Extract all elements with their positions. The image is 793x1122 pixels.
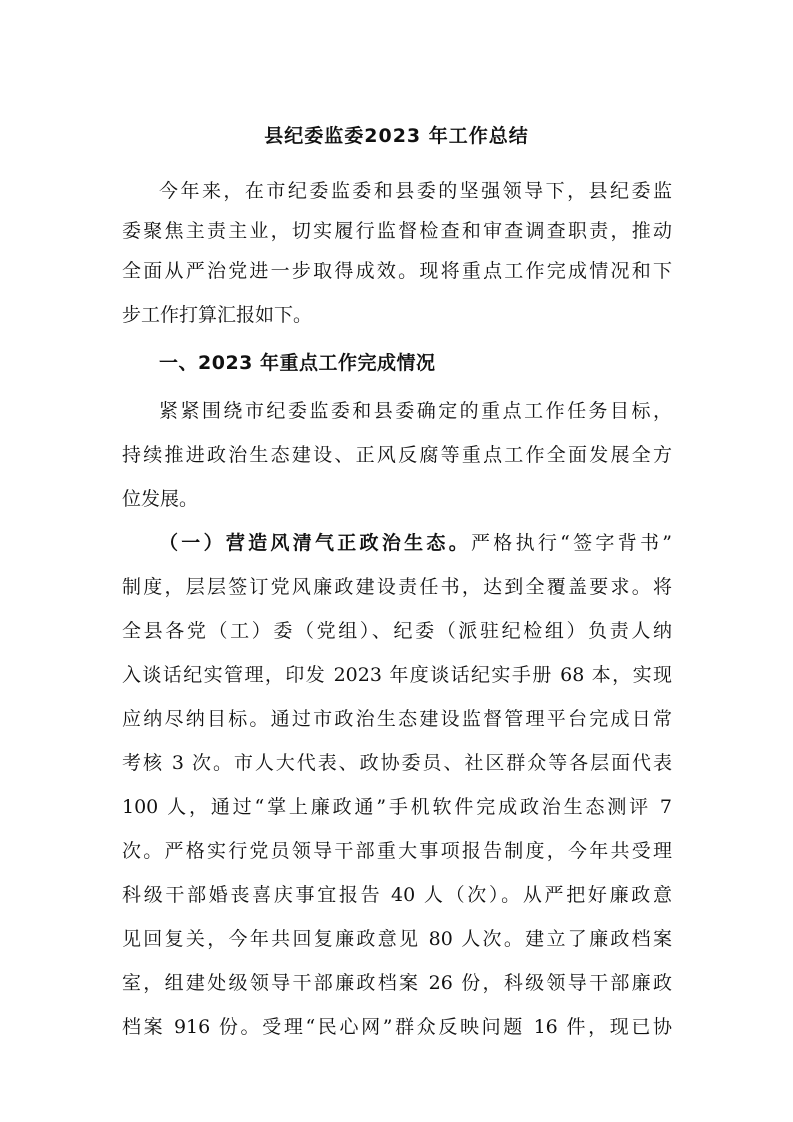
paragraph-line: 委聚焦主责主业，切实履行监督检查和审查调查职责，推动 xyxy=(122,220,672,242)
paragraph-line: 位发展。 xyxy=(122,488,199,510)
paragraph-line: 100 人，通过“掌上廉政通”手机软件完成政治生态测评 7 xyxy=(122,796,672,818)
section-heading: 一、2023 年重点工作完成情况 xyxy=(159,352,436,374)
paragraph-line: 考核 3 次。市人大代表、政协委员、社区群众等各层面代表 xyxy=(122,752,672,774)
paragraph-line: 步工作打算汇报如下。 xyxy=(122,304,313,326)
subsection-heading: （一）营造风清气正政治生态。 xyxy=(159,532,471,554)
paragraph-line: 入谈话纪实管理，印发 2023 年度谈话纪实手册 68 本，实现 xyxy=(122,664,672,686)
paragraph-line: 室，组建处级领导干部廉政档案 26 份，科级领导干部廉政 xyxy=(122,972,672,994)
paragraph-line: 科级干部婚丧喜庆事宜报告 40 人（次）。从严把好廉政意 xyxy=(122,884,672,906)
paragraph-line: 紧紧围绕市纪委监委和县委确定的重点工作任务目标， xyxy=(159,400,672,422)
subsection-first-line-text: 严格执行“签字背书” xyxy=(471,532,672,554)
document-title: 县纪委监委2023 年工作总结 xyxy=(264,125,529,147)
paragraph-line: 应纳尽纳目标。通过市政治生态建设监督管理平台完成日常 xyxy=(122,708,672,730)
paragraph-line: 次。严格实行党员领导干部重大事项报告制度，今年共受理 xyxy=(122,840,672,862)
paragraph-line: 制度，层层签订党风廉政建设责任书，达到全覆盖要求。将 xyxy=(122,576,672,598)
paragraph-line: 档案 916 份。受理“民心网”群众反映问题 16 件，现已协 xyxy=(122,1016,672,1038)
paragraph-line: 全面从严治党进一步取得成效。现将重点工作完成情况和下 xyxy=(122,260,672,282)
paragraph-line: 今年来，在市纪委监委和县委的坚强领导下，县纪委监 xyxy=(159,180,672,202)
paragraph-line: 全县各党（工）委（党组）、纪委（派驻纪检组）负责人纳 xyxy=(122,620,672,642)
subsection-first-line xyxy=(122,523,672,563)
paragraph-line: 见回复关，今年共回复廉政意见 80 人次。建立了廉政档案 xyxy=(122,928,672,950)
paragraph-line: 持续推进政治生态建设、正风反腐等重点工作全面发展全方 xyxy=(122,444,672,466)
